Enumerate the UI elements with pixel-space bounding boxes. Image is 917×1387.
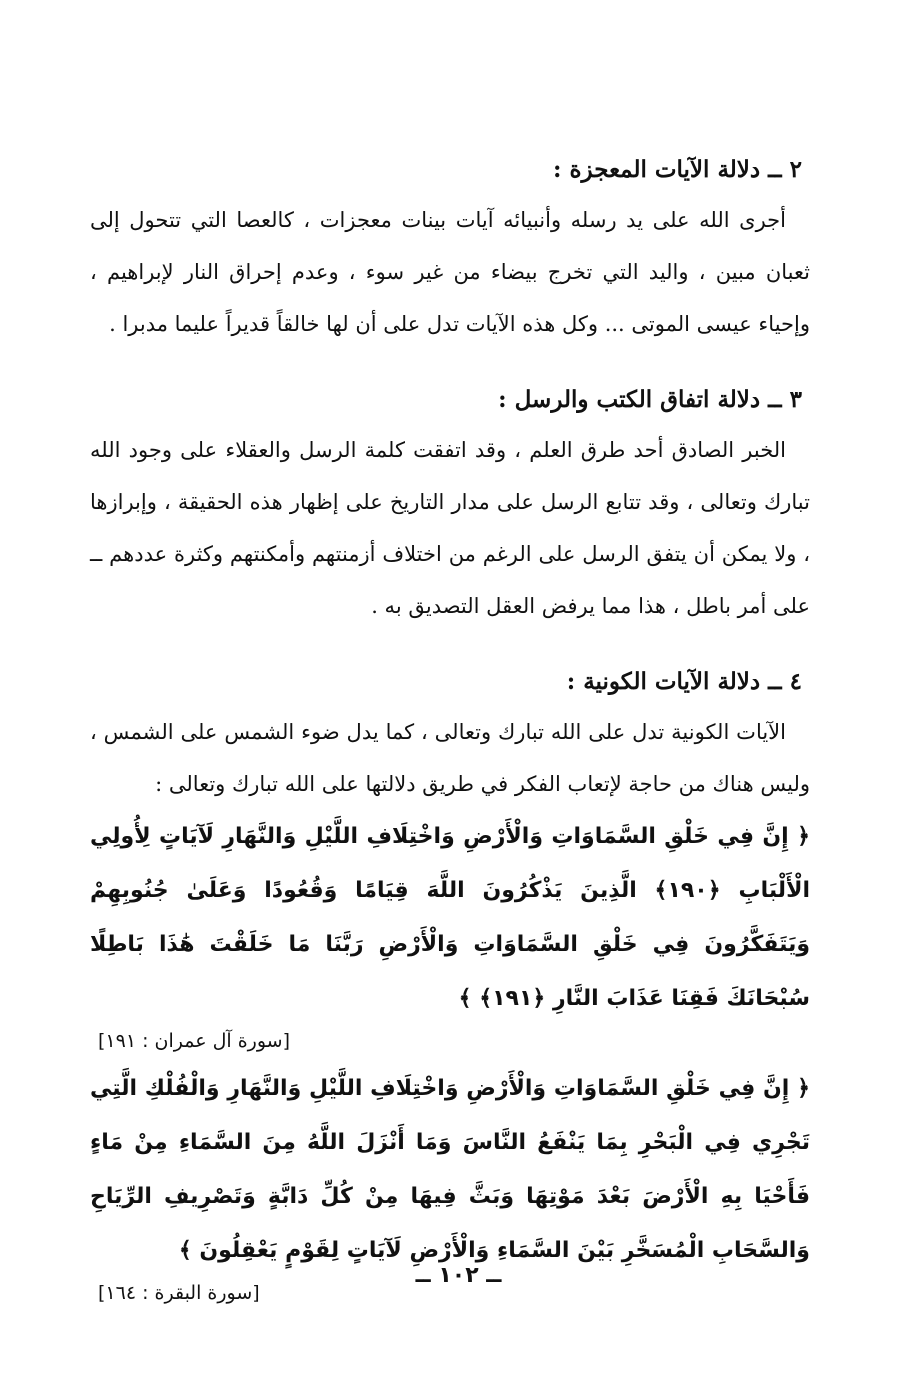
- page-number: ــ ١٠٢ ــ: [415, 1263, 502, 1288]
- section-heading-2: ٢ ــ دلالة الآيات المعجزة :: [552, 156, 802, 183]
- verse-reference-al-baqara: [سورة البقرة : ١٦٤]: [98, 1282, 260, 1304]
- quran-verse-al-imran: ﴿ إِنَّ فِي خَلْقِ السَّمَاوَاتِ وَالْأَرْضِ وَاخْتِلَافِ اللَّيْلِ وَالنَّهَارِ لَآيَاتٍ لِأُولِي الْأَلْبَابِ ﴿١٩٠﴾ الَّذِينَ يَذْكُرُونَ اللَّهَ قِيَامًا وَقُعُودًا وَعَلَىٰ جُنُوبِهِمْ وَيَتَفَكَّرُونَ فِي خَلْقِ السَّمَاوَاتِ وَالْأَرْضِ رَبَّنَا مَا خَلَقْتَ هَٰذَا بَاطِلًا سُبْحَانَكَ فَقِنَا عَذَابَ النَّارِ ﴿١٩١﴾ ﴾: [90, 824, 810, 1011]
- section-text-3: الخبر الصادق أحد طرق العلم ، وقد اتفقت كلمة الرسل والعقلاء على وجود الله تبارك وتعالى ، وقد تتابع الرسل على مدار التاريخ على إظهار هذه الحقيقة ، وإبرازها ، ولا يمكن أن يتفق الرسل على الرغم من اختلاف أزمنتهم وأمكنتهم وكثرة عددهم ــ على أمر باطل ، هذا مما يرفض العقل التصديق به .: [90, 438, 810, 618]
- quran-verse-al-baqara: ﴿ إِنَّ فِي خَلْقِ السَّمَاوَاتِ وَالْأَرْضِ وَاخْتِلَافِ اللَّيْلِ وَالنَّهَارِ وَالْفُلْكِ الَّتِي تَجْرِي فِي الْبَحْرِ بِمَا يَنْفَعُ النَّاسَ وَمَا أَنْزَلَ اللَّهُ مِنَ السَّمَاءِ مِنْ مَاءٍ فَأَحْيَا بِهِ الْأَرْضَ بَعْدَ مَوْتِهَا وَبَثَّ فِيهَا مِنْ كُلِّ دَابَّةٍ وَتَصْرِيفِ الرِّيَاحِ وَالسَّحَابِ الْمُسَخَّرِ بَيْنَ السَّمَاءِ وَالْأَرْضِ لَآيَاتٍ لِقَوْمٍ يَعْقِلُونَ ﴾: [90, 1076, 810, 1263]
- section-text-4: الآيات الكونية تدل على الله تبارك وتعالى ، كما يدل ضوء الشمس على الشمس ، وليس هناك من حاجة لإتعاب الفكر في طريق دلالتها على الله تبارك وتعالى :: [90, 720, 810, 796]
- page-body: [90, 150, 810, 1338]
- section-heading-3: ٣ ــ دلالة اتفاق الكتب والرسل :: [498, 386, 802, 413]
- section-heading-4: ٤ ــ دلالة الآيات الكونية :: [566, 668, 802, 695]
- verse-reference-al-imran: [سورة آل عمران : ١٩١]: [98, 1030, 291, 1052]
- section-miracle-signs: [90, 150, 810, 350]
- section-cosmic-signs: [90, 662, 810, 1308]
- section-books-messengers: [90, 380, 810, 632]
- section-text-2: أجرى الله على يد رسله وأنبيائه آيات بينات معجزات ، كالعصا التي تتحول إلى ثعبان مبين ، واليد التي تخرج بيضاء من غير سوء ، وعدم إحراق النار لإبراهيم ، وإحياء عيسى الموتى ... وكل هذه الآيات تدل على أن لها خالقاً قديراً عليما مدبرا .: [90, 208, 810, 336]
